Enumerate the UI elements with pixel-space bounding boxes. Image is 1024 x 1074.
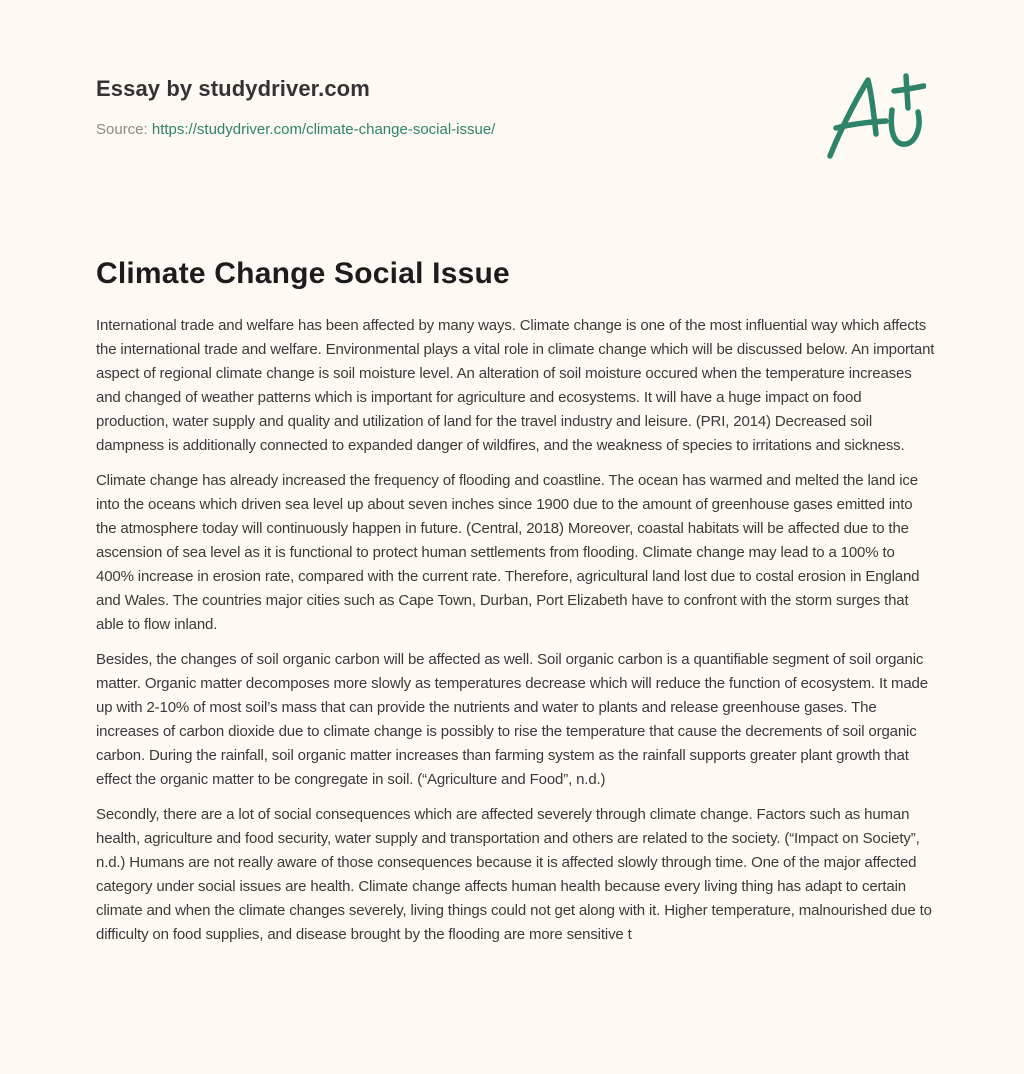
source-line (96, 120, 696, 140)
source-label: Source: (96, 121, 152, 138)
page-header (96, 74, 696, 140)
essay-paragraph: International trade and welfare has been affected by many ways. Climate change is one of the most influential way which affects the international trade and welfare. Environmental plays a vital role in climate change which will be discussed below. An important aspect of regional climate change is soil moisture level. An alteration of soil moisture occured when the temperature increases and changed of weather patterns which is important for agriculture and ecosystems. It will have a huge impact on food production, water supply and quality and utilization of land for the travel industry and leisure. (PRI, 2014) Decreased soil dampness is additionally connected to expanded danger of wildfires, and the weakness of species to irritations and sickness. (96, 317, 935, 454)
site-title: Essay by studydriver.com (96, 76, 370, 101)
essay-paragraph: Climate change has already increased the frequency of flooding and coastline. The ocean has warmed and melted the land ice into the oceans which driven sea level up about seven inches since 1900 due to the amount of greenhouse gases emitted into the atmosphere today will continuously happen in future. (Central, 2018) Moreover, coastal habitats will be affected due to the ascension of sea level as it is functional to protect human settlements from flooding. Climate change may lead to a 100% to 400% increase in erosion rate, compared with the current rate. Therefore, agricultural land lost due to costal erosion in England and Wales. The countries major cities such as Cape Town, Durban, Port Elizabeth have to confront with the storm surges that able to flow inland. (96, 472, 920, 633)
source-link[interactable]: https://studydriver.com/climate-change-social-issue/ (151, 121, 496, 138)
essay-paragraph: Secondly, there are a lot of social consequences which are affected severely through climate change. Factors such as human health, agriculture and food security, water supply and transportation and others are related to the society. (“Impact on Society”, n.d.) Humans are not really aware of those consequences because it is affected slowly through time. One of the major affected category under social issues are health. Climate change affects human health because every living thing has adapt to certain climate and when the climate changes severely, living things could not get along with it. Higher temperature, malnourished due to difficulty on food supplies, and disease brought by the flooding are more sensitive t (96, 806, 932, 943)
essay-paragraph: Besides, the changes of soil organic carbon will be affected as well. Soil organic carbon is a quantifiable segment of soil organic matter. Organic matter decomposes more slowly as temperatures decrease which will reduce the function of ecosystem. It made up with 2-10% of most soil’s mass that can provide the nutrients and water to plants and release greenhouse gases. The increases of carbon dioxide due to climate change is possibly to rise the temperature that cause the decrements of soil organic carbon. During the rainfall, soil organic matter increases than farming system as the rainfall supports greater plant growth that effect the organic matter to be congregate in soil. (“Agriculture and Food”, n.d.) (96, 651, 928, 788)
essay-body (96, 314, 936, 958)
essay-title: Climate Change Social Issue (96, 257, 510, 290)
a-plus-grade-icon (822, 66, 926, 166)
